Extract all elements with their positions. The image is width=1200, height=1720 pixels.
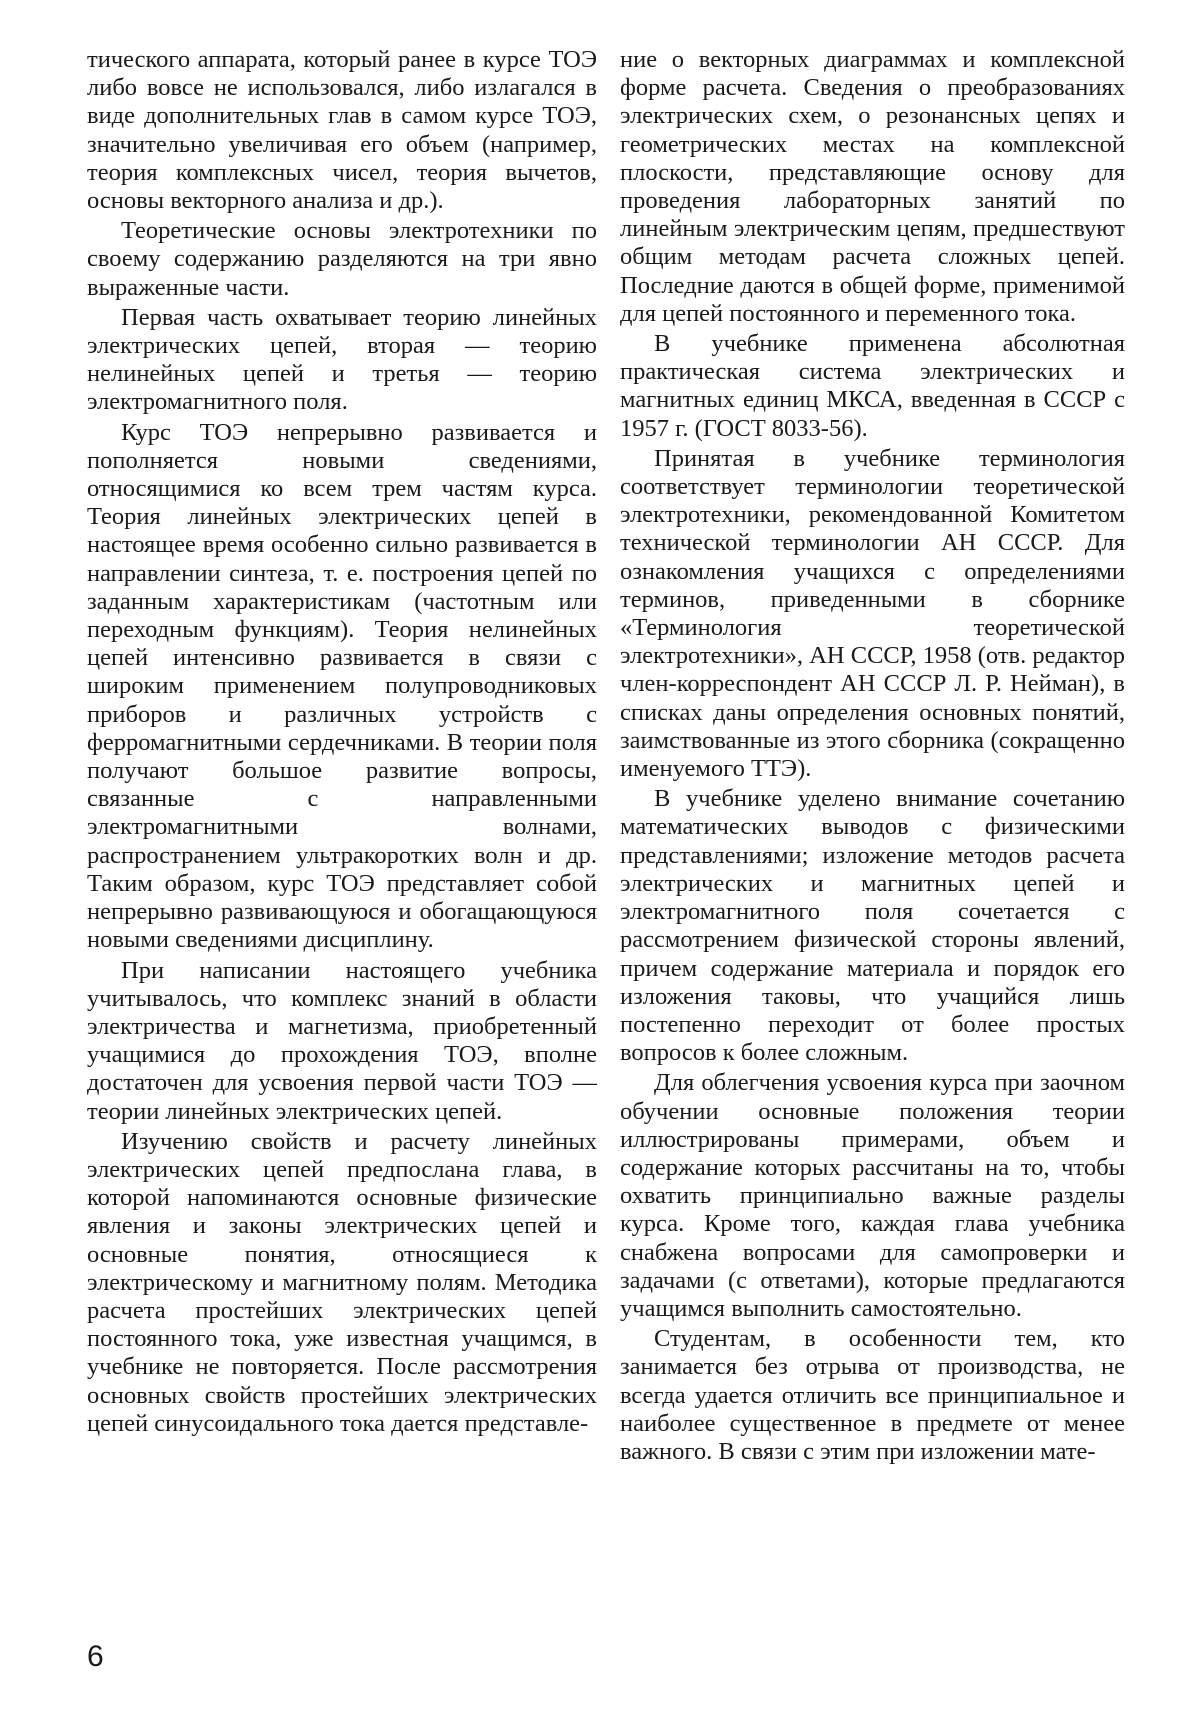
paragraph: Курс ТОЭ непрерывно развивается и пополняется новыми сведениями, относящимися ко всем трем частям курса. Теория линейных электрических цепей в настоящее время особенно сильно развивается в направлении синтеза, т. е. построения цепей по заданным характеристикам (частотным или переходным функциям). Теория нелинейных цепей интенсивно развивается в связи с широким применением полупроводниковых приборов и различных устройств с ферромагнитными сердечниками. В теории поля получают большое развитие вопросы, связанные с направленными электромагнитными волнами, распространением ультракоротких волн и др. Таким образом, курс ТОЭ представляет собой непрерывно развивающуюся и обогащающуюся новыми сведениями дисциплину. xyxy=(87,418,597,954)
paragraph: Для облегчения усвоения курса при заочном обучении основные положения теории иллюстрированы примерами, объем и содержание которых рассчитаны на то, чтобы охватить принципиально важные разделы курса. Кроме того, каждая глава учебника снабжена вопросами для самопроверки и задачами (с ответами), которые предлагаются учащимся выполнить самостоятельно. xyxy=(620,1069,1125,1322)
paragraph: Изучению свойств и расчету линейных электрических цепей предпослана глава, в которой напоминаются основные физические явления и законы электрических цепей и основные понятия, относящиеся к электрическому и магнитному полям. Методика расчета простейших электрических цепей постоянного тока, уже известная учащимся, в учебнике не повторяется. После рассмотрения основных свойств простейших электрических цепей синусоидального тока дается представле- xyxy=(87,1127,597,1437)
page-number: 6 xyxy=(87,1640,104,1673)
paragraph-continuation: тического аппарата, который ранее в курсе ТОЭ либо вовсе не использовался, либо излагался в виде дополнительных глав в самом курсе ТОЭ, значительно увеличивая его объем (например, теория комплексных чисел, теория вычетов, основы векторного анализа и др.). xyxy=(87,46,597,215)
paragraph: В учебнике применена абсолютная практическая система электрических и магнитных единиц МКСА, введенная в СССР с 1957 г. (ГОСТ 8033-56). xyxy=(620,330,1125,442)
paragraph: В учебнике уделено внимание сочетанию математических выводов с физическими представлениями; изложение методов расчета электрических и магнитных цепей и электромагнитного поля сочетается с рассмотрением физической стороны явлений, причем содержание материала и порядок его изложения таковы, что учащийся лишь постепенно переходит от более простых вопросов к более сложным. xyxy=(620,785,1125,1067)
paragraph: Первая часть охватывает теорию линейных электрических цепей, вторая — теорию нелинейных цепей и третья — теорию электромагнитного поля. xyxy=(87,303,597,416)
paragraph: Принятая в учебнике терминология соответствует терминологии теоретической электротехники, рекомендованной Комитетом технической терминологии АН СССР. Для ознакомления учащихся с определениями терминов, приведенными в сборнике «Терминология теоретической электротехники», АН СССР, 1958 (отв. редактор член-корреспондент АН СССР Л. Р. Нейман), в списках даны определения основных понятий, заимствованные из этого сборника (сокращенно именуемого ТТЭ). xyxy=(620,444,1125,783)
right-text-column xyxy=(620,46,1125,1466)
paragraph: Теоретические основы электротехники по своему содержанию разделяются на три явно выраженные части. xyxy=(87,217,597,301)
left-text-column xyxy=(87,46,597,1438)
paragraph-continuation: ние о векторных диаграммах и комплексной форме расчета. Сведения о преобразованиях электрических схем, о резонансных цепях и геометрических местах на комплексной плоскости, представляющие основу для проведения лабораторных занятий по линейным электрическим цепям, предшествуют общим методам расчета сложных цепей. Последние даются в общей форме, применимой для цепей постоянного и переменного тока. xyxy=(620,46,1125,327)
paragraph: При написании настоящего учебника учитывалось, что комплекс знаний в области электричества и магнетизма, приобретенный учащимися до прохождения ТОЭ, вполне достаточен для усвоения первой части ТОЭ — теории линейных электрических цепей. xyxy=(87,956,597,1125)
paragraph: Студентам, в особенности тем, кто занимается без отрыва от производства, не всегда удается отличить все принципиальное и наиболее существенное в предмете от менее важного. В связи с этим при изложении мате- xyxy=(620,1325,1125,1465)
